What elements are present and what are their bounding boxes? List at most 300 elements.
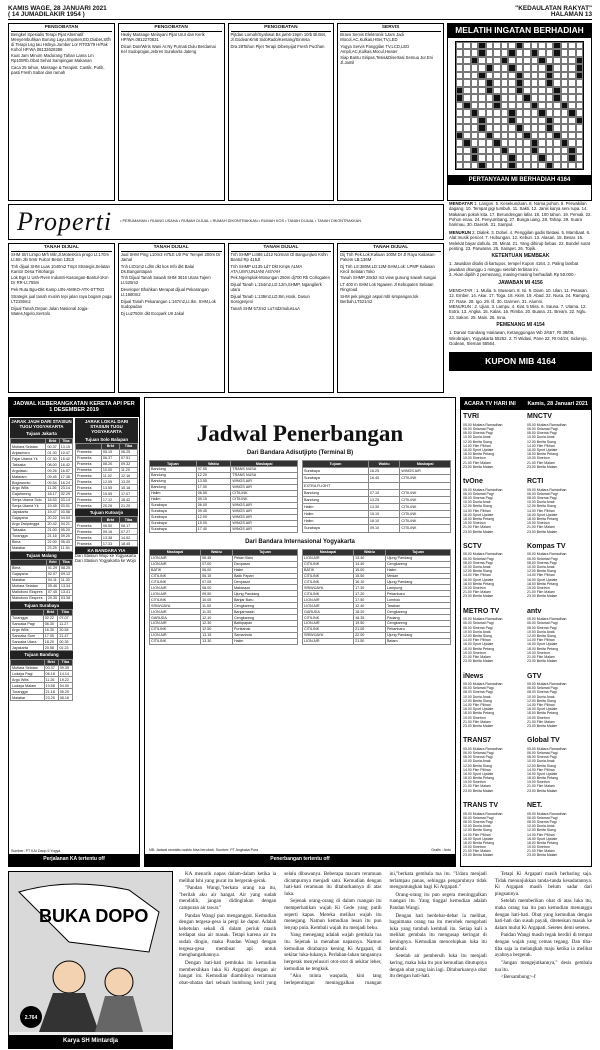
crossword-cell [508,139,516,147]
tv-program: 23.00 Berita Malam [527,723,558,728]
flight-cell: Balik Papan [232,573,297,579]
crossword-cell [546,87,554,95]
classified-column-3 [228,23,335,201]
train-cell: Turangga [11,533,46,539]
tv-channel [527,672,589,735]
crossword-cell [523,72,531,80]
crossword-cell [478,139,486,147]
crossword-cell [471,139,479,147]
crossword-cell [493,79,501,87]
flight-cell: LION AIR [303,603,354,609]
flight-cell: SRIWIJAYA [303,633,354,639]
train-cell: Prameks [76,449,102,455]
flight-cell: 18.10 [368,518,399,525]
crossword-cell [531,132,539,140]
flight-cell: CITILINK [303,615,354,621]
flight-table-header: Waktu [201,549,233,555]
flight-cell: CITILINK [400,504,451,511]
tanah-column-2 [118,243,225,393]
train-cell: 12.16 [119,473,137,479]
train-schedule-title: JADWAL KEBERANGKATAN KERETA API PER 1 DESEMBER 2019 [9,398,139,417]
crossword-cell [576,64,584,72]
train-row [76,449,138,455]
tv-program: 05.00 Mutiara Ramadhan [527,811,567,816]
crossword-cell [456,87,464,95]
classified-item: Tnh Dijual Tanah Sawah SHM 3616 Utara Tajem Lt.525m2 [120,275,211,286]
train-cell: 05.46 [46,583,59,589]
train-cell: 20.58 [43,645,58,651]
crossword-cell [478,117,486,125]
tv-channel-logo: RCTI [527,478,544,486]
crossword-cell [576,57,584,65]
crossword-cell [546,117,554,125]
tv-title: ACARA TV HARI INI [464,401,516,407]
flight-cell: GARUDA [303,609,354,615]
tv-program: 18.00 Berita Petang [527,581,558,586]
train-cell: 13.38 [101,535,119,541]
tv-program: 16.00 Sport Update [463,836,494,841]
tv-program: 14.00 Film Pilihan [527,702,555,707]
crossword-cell [561,109,569,117]
flight-cell: CITILINK [150,597,201,603]
train-cell: 21.47 [58,633,73,639]
flight-cell: 17.50 [354,597,386,603]
flight-cell: 15.00 [354,567,386,573]
flight-cell: CITILINK [303,573,354,579]
crossword-cell [561,72,569,80]
train-cell: 18.17 [46,492,59,498]
train-cell: Prameks [76,541,102,547]
flight-cell: 17.20 [354,591,386,597]
tv-program: 05.00 Mutiara Ramadhan [527,487,567,492]
flight-cell: 07.05 [201,579,233,585]
train-cell: Mutiara Selatan [11,665,45,671]
crossword-cell [478,162,486,170]
flight-cell: CITILINK [303,579,354,585]
crossword-cell [478,42,486,50]
flight-cell: 12.30 [201,621,233,627]
flight-cell: Bandung [303,489,369,496]
pemenang-text: 1. Daniar Gandang Hariawan, Ketanggungan Wb 2/657, Rt 38/08, Wirobrajan, Yogyakarta 55252. 2. Ti Widasi, Pane 22, Rt 04/24, Sidorejo, Godean, Sleman 55564. [449,330,588,346]
flight-cell: Pekanbaru [385,591,450,597]
flight-cell: CITILINK [400,525,451,532]
crossword-cell [576,49,584,57]
crossword-cell [493,94,501,102]
crossword-cell [546,102,554,110]
crossword-cell [546,79,554,87]
crossword-cell [553,147,561,155]
tv-program: 10.00 Dunia Anak [463,759,491,764]
crossword-cell [471,132,479,140]
jawaban-label: JAWABAN MI 4156 [498,279,543,286]
tv-program: 06.00 Selamat Pagi [527,750,558,755]
train-cell: Prameks [76,455,102,461]
train-cell: 20.26 [101,503,119,509]
crossword-cell [561,79,569,87]
properti-category: • RUMAH KOS [258,219,286,224]
crossword-cell [553,42,561,50]
classified-item: Dj Tnh LS:380M,LD:12M-SHM,Lok: LPMP Kalasan Kecil Selatan Toko [340,263,435,274]
jarak-jauh-label: JARAK JAUH DARI STASIUN TUGU YOGYAKARTA [11,418,72,430]
tv-channel-logo: GTV [527,672,542,680]
flight-cell: Surabaya [150,520,197,526]
crossword-cell [576,154,584,162]
flight-cell: LION AIR [150,633,201,639]
tv-program: 14.00 Film Pilihan [463,443,491,448]
train-cell: 00.37 [44,665,58,671]
train-row [76,541,138,547]
crossword-cell [508,117,516,125]
crossword-cell [561,124,569,132]
flight-cell: WINGS AIR [231,479,298,485]
flight-cell: 18.35 [354,615,386,621]
flight-cell: LION AIR [303,621,354,627]
train-row [76,455,138,461]
classified-item: Tnh dijual SHM Luas 1040m2 Tmpt Strategis,Selatan Kantor Desa Tirtohargo [11,263,110,274]
flight-cell: Tarakan [385,603,450,609]
train-row [76,461,138,467]
train-cell: Turangga [11,689,45,695]
crossword-cell [463,117,471,125]
train-cell: 10.47 [59,450,72,456]
train-cell: 08.20 [101,461,119,467]
flight-cell: 21.50 [354,639,386,645]
tv-program: 06.00 Selamat Pagi [463,556,494,561]
train-cell: 20.35 [46,595,59,601]
train-row [11,545,73,551]
tv-program: 18.00 Berita Petang [527,840,558,845]
crossword-cell [553,154,561,162]
tv-channel-logo: MNCTV [527,413,552,421]
flight-cell: Surabaya [303,475,369,482]
crossword-cell [523,162,531,170]
flight-row [150,526,298,532]
story-paragraph: Orang-orang itu pun segera meninggalkan ruangan itu. Yang tinggal kemudian adalah Pandan Wangi. [389,891,487,912]
train-table-header: Brkt [101,443,119,449]
crossword-cell [493,132,501,140]
classified-item: Strategis jual tanah murah tepi jalan raya bogam puga LT2159m2 [11,294,112,305]
tv-program: 16.00 Sport Update [463,577,494,582]
flight-cell: 06.45 [201,555,233,561]
classified-column-2 [118,23,225,201]
flight-cell: Halim [150,490,197,496]
crossword-cell [523,139,531,147]
tv-program: 23.00 Berita Malam [527,529,558,534]
train-route-label: Tujuan Bandung [10,651,73,658]
tv-program: 21.00 Film Malam [527,784,555,789]
tv-channel-logo: SCTV [463,543,482,551]
classified-item: Tnh SHMP LI486 Ld12 Norman Dl Bangunjiwo Kshn Bantul Rp 415Jt [230,251,328,262]
tv-program: 19.00 Sinetron [463,845,486,850]
tv-program: 10.00 Dunia Anak [463,629,491,634]
crossword-cell [531,42,539,50]
flight-cell: Pekan Baru [232,555,297,561]
classified-item: Bengkel Spesialis Terapi Pijat Alternatif Menyembuhkan Burung Layu,Impoten,ED,Diabet,Stfh di Terapi Lsg tau Hslnya.Jomber Lor RT03/79 H/Pak Kohol HP.WA 08132628286 [11,31,111,52]
crossword-cell [478,102,486,110]
train-cell: 17.33 [101,541,119,547]
crossword-cell [568,147,576,155]
classified-item: Pek Ruta Bgu-Dkt Kamp.UIN-AMIKO-ATK-STTKD [11,287,105,293]
tv-channel-logo: iNews [463,672,484,680]
menurun-clues: 2. Dialek. 3. Dobel. 4. Penggilan gadis Betawi. 5. Mambaat. 6. Alat musik pencet. 7. Hubungan. 12. Kebun. 13. Alasan. 15. Besar. 16. Melekat bayar dahulu. 20. Minat. 21. Yang dihirup bebas. 22. Bundel surat penting. 23. Parwaran. 25. Sarapet. 26. Topik. [449,229,591,251]
train-cell: 18.20 [43,639,58,645]
flight-cell: Cengkareng [385,621,450,627]
crossword-cell [501,49,509,57]
crossword-cell [576,72,584,80]
classified-item: Jual SHM Ping L10m3 H75Jt Utr Psr Tempel 200m Dr Jamal [120,251,221,262]
tv-program: 05.00 Mutiara Ramadhan [527,617,567,622]
flight-cell: 11.00 [201,603,233,609]
classified-heading: TANAH DIJUAL [231,245,332,252]
train-cell: 16.57 [59,468,72,474]
crossword-cell [546,64,554,72]
tv-program: 05.00 Mutiara Ramadhan [527,422,567,427]
tv-program: 12.00 Berita Siang [463,569,492,574]
crossword-cell [561,57,569,65]
crossword-cell [553,109,561,117]
train-cell: Mataram [11,474,46,480]
crossword-cell [546,154,554,162]
crossword-cell [501,162,509,170]
story-paragraph: Dengan hati berdebar-debar ia melihat, bagaimana orang tua itu merobek mengobati luka yang tumbuh kembali itu. Setiap kali a melihat gembala itu mengusap keringat di keningnya. Kemudian mencelupkan luka itu kembali. [389,912,487,952]
yia-label: Dari Bandara Internasional Yogyakarta [245,538,355,545]
crossword-cell [568,162,576,170]
crossword-cell [523,49,531,57]
tv-program: 23.00 Berita Malam [463,659,494,664]
crossword-cell [493,147,501,155]
tv-program: 18.00 Berita Petang [527,452,558,457]
flight-cell: LION AIR [303,597,354,603]
header-javanese-date: ( 14 JUMADILAKIR 1954 ) [8,11,85,19]
pemenang-label: PEMENANG MI 4154 [496,321,545,328]
crossword-cell [538,162,546,170]
tv-program: 06.00 Selamat Pagi [527,427,558,432]
classified-item: SHM Strt Limpo Mrh Mlir,Jl.MotesKira progo Lt.170m Lt.8m Jln 5mtr Fulcor Beton 135Jt [11,251,109,262]
train-cell: 11.54 [59,545,72,551]
tv-program: 23.00 Berita Malam [463,464,494,469]
tv-program: 16.00 Sport Update [527,707,558,712]
flight-cell: Lampung [385,585,450,591]
flight-cell [400,482,451,489]
flight-cell: 16.10 [354,579,386,585]
train-schedule [8,397,140,867]
train-cell: Turangga [11,615,44,621]
tv-program: 18.00 Berita Petang [527,711,558,716]
crossword-cell [553,79,561,87]
tv-program: 14.00 Film Pilihan [527,443,555,448]
classified-item: SHM pek pinggir aspal mbl simpangan,lok Berbah,LT521m2 [340,294,419,305]
crossword-cell [568,94,576,102]
train-cell: 07.51 [119,455,137,461]
train-cell: Jayakarta [11,645,44,651]
train-cell: 09.45 [46,474,59,480]
tv-program: 14.00 Film Pilihan [527,573,555,578]
crossword-cell [486,64,494,72]
flight-cell: LION AIR [150,621,201,627]
flight-cell: 07.55 [196,467,231,473]
crossword-cell [568,102,576,110]
tv-program: 12.00 Berita Siang [527,633,556,638]
train-cell: 14.14 [58,671,72,677]
tv-channel [463,412,525,475]
header-paper-name: "KEDAULATAN RAKYAT" [515,4,592,12]
tv-channel [527,736,589,799]
crossword-cell [568,154,576,162]
tv-program: 12.00 Berita Siang [463,828,492,833]
tv-program: 10.00 Dunia Anak [527,565,555,569]
tv-channel-logo: METRO TV [463,607,500,615]
tv-program: 16.00 Sport Update [463,448,494,452]
train-table-header: Tiba [119,517,137,523]
crossword-cell [501,117,509,125]
crossword-cell [568,57,576,65]
train-cell: Anjasmoro [11,450,46,456]
train-cell: Malabar [11,695,45,701]
crossword-cell [516,57,524,65]
classified-box [118,243,225,393]
flight-cell: TRANS NUSA [231,467,298,473]
tanah-column-4 [337,243,444,393]
crossword-cell [561,139,569,147]
crossword-cell [576,79,584,87]
flight-cell: CITILINK [150,573,201,579]
train-cell: 04.04 [59,515,72,521]
train-cell: 11.26 [44,677,58,683]
tv-channel-logo: Global TV [527,737,560,745]
crossword-cell [471,162,479,170]
flight-cell: CITILINK [303,561,354,567]
crossword-cell [576,132,584,140]
crossword-cell [531,94,539,102]
train-cell: 16.42 [59,462,72,468]
classified-item: Kuat Jam Minum Madurang Tahan Lama Lm Rp100Rb.Obat Sehat Sampingan Makanan [11,53,94,64]
flight-cell: WINGS AIR [231,514,298,520]
train-cell: Mutiara Selatan [11,444,46,450]
train-cell: 06.25 [119,449,137,455]
crossword-cell [553,64,561,72]
crossword-cell [531,117,539,125]
train-table-header: Tiba [58,659,72,665]
flight-cell: Batam [385,639,450,645]
crossword-cell [531,102,539,110]
crossword-cell [553,132,561,140]
crossword-cell [508,42,516,50]
crossword-cell [486,117,494,125]
train-cell: Argo Wilis [11,677,45,683]
crossword-cell [471,147,479,155]
crossword-cell [508,94,516,102]
flight-cell: Cengkareng [385,609,450,615]
flight-cell: CITILINK [400,518,451,525]
flight-cell: Halim [303,518,369,525]
train-row [11,695,73,701]
story-paragraph: KA menarik napas dalam-dalam ketika ia melihat Ishi yang pucat itu bergerak-gerak. [179,871,277,884]
crossword-cell [576,124,584,132]
crossword-cell [546,72,554,80]
train-route-label: Tujuan Solo Balapan [75,436,138,443]
classified-item: Tnh LtO1m2 Ldlm dkt kos Info dkt Balai Ds.Banguntapan [120,263,195,274]
crossword-cell [576,87,584,95]
crossword-cell [568,49,576,57]
flight-table-header: Waktu [368,461,399,468]
flight-cell: CITILINK [400,489,451,496]
flight-table-header: Maskapai [231,461,298,467]
flight-cell: 07.10 [368,489,399,496]
train-table-header: Brkt [44,659,58,665]
train-cell: Lodaya Pagi [11,671,45,677]
train-cell: Gajayana [11,515,46,521]
crossword-cell [538,64,546,72]
crossword-cell [493,117,501,125]
header-date: KAMIS WAGE, 28 JANUARI 2021 [8,4,107,12]
crossword-cell [523,102,531,110]
crossword-cell [463,139,471,147]
crossword-cell [501,147,509,155]
tv-program: 16.00 Sport Update [463,707,494,712]
flight-cell: Padang [385,615,450,621]
properti-category: • RUANG USAHA [147,219,179,224]
tv-program: 08.00 Sinema Pagi [527,431,557,436]
crossword-cell [463,57,471,65]
tv-program: 12.00 Berita Siang [463,504,492,509]
story-paragraph: "Aku minta waspada, kini tang berlepentingan meninggalkan ruangan ini,"berkata gembala tua itu. "Udara menjadi terlampau panas, sehingga pengaruhnya tidak menguntungkan bagi Ki Argapati." [284,871,487,986]
classified-item: Dijual Tanah,Depan Jalan Nasional Jogja-Wates,Ngelo,Sentolo [11,306,89,317]
classified-heading: PENGOBATAN [11,25,112,32]
crossword-cell [538,109,546,117]
train-cell: 03.38 [59,595,72,601]
train-row [76,529,138,535]
tv-program: 05.00 Mutiara Ramadhan [463,746,503,751]
crossword-cell [576,162,584,170]
train-cell: Prameks [76,523,102,529]
crossword-cell [508,147,516,155]
train-table [75,443,138,509]
flight-cell: Pekanbaru [385,627,450,633]
crossword-cell [546,94,554,102]
classified-item: Developer Bhahkan Merapat dijual Pekarangan Lt.1680m2 [120,287,209,298]
crossword-cell [568,79,576,87]
tv-program: 05.00 Mutiara Ramadhan [527,746,567,751]
tv-program: 10.00 Dunia Anak [527,694,555,699]
train-cell: 18.42 [119,497,137,503]
crossword-cell [471,94,479,102]
train-cell: 04.21 [59,521,72,527]
tv-program: 16.00 Sport Update [463,642,494,647]
tv-program: 06.00 Selamat Pagi [527,686,558,691]
train-cell: 17.05 [43,633,58,639]
tv-program: 14.00 Film Pilihan [527,508,555,513]
crossword-cell [493,72,501,80]
tv-program: 21.00 Film Malam [527,460,555,465]
yia-table-left [149,549,298,645]
flight-cell: WINGS AIR [231,485,298,491]
crossword-cell [471,87,479,95]
flight-cell: 17.30 [354,585,386,591]
tv-channel-logo: tvOne [463,478,483,486]
train-cell: Prameks [76,497,102,503]
flight-table-header: Waktu [354,549,386,555]
train-cell: 05.20 [58,689,72,695]
crossword-cell [538,42,546,50]
crossword-cell [546,124,554,132]
tv-program: 19.00 Sinetron [527,585,550,590]
flight-cell: Lombok [385,597,450,603]
tv-program: 16.00 Sport Update [527,577,558,582]
tv-program: 08.00 Sinema Pagi [463,690,493,695]
tv-program: 12.00 Berita Siang [463,439,492,444]
flight-cell: WINGS AIR [231,502,298,508]
flight-cell: WINGS AIR [400,468,451,475]
